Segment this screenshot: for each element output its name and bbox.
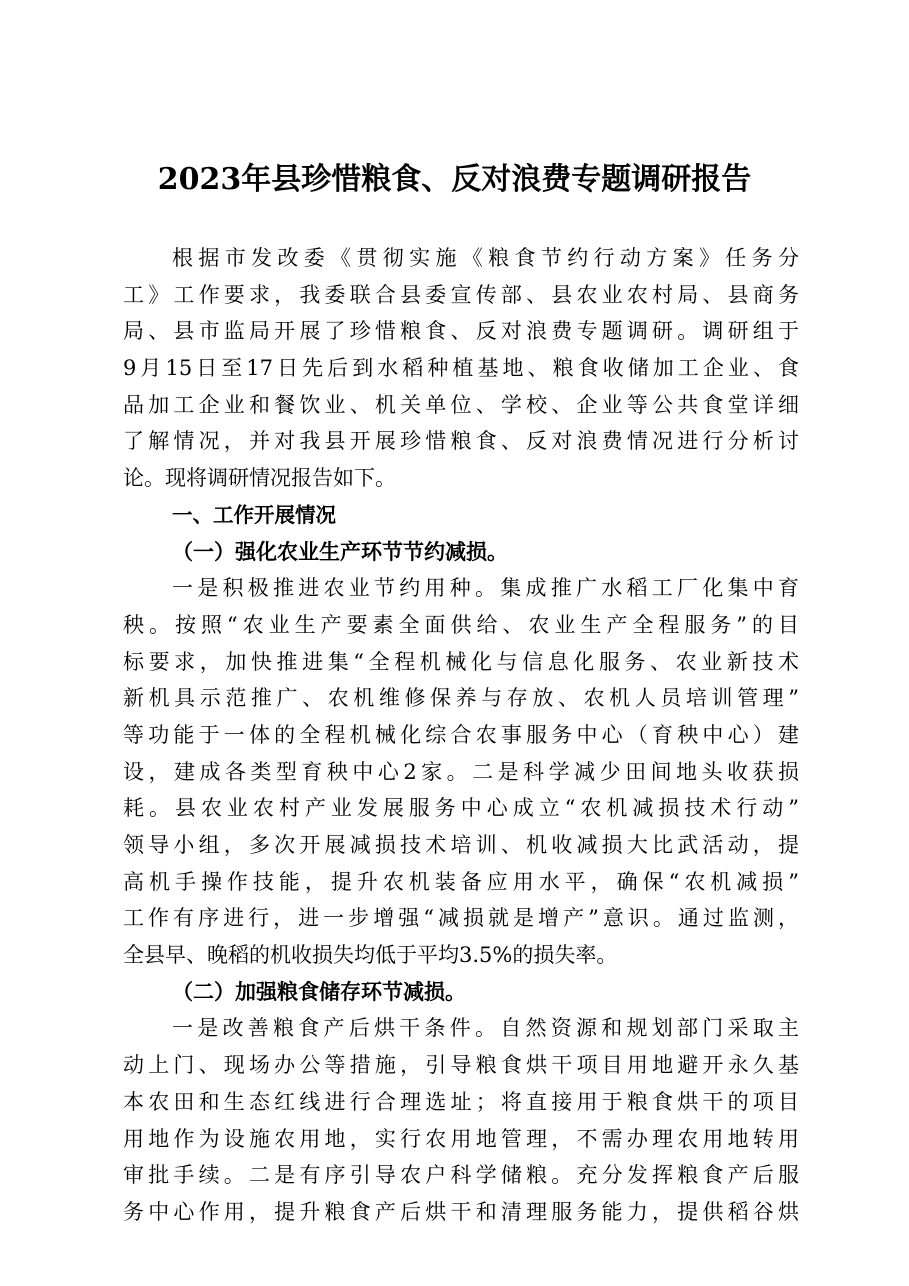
paragraph-line: 根据市发改委《贯彻实施《粮食节约行动方案》任务分: [172, 246, 799, 270]
paragraph-line: 论。现将调研情况报告如下。: [123, 466, 396, 491]
document-title: 2023年县珍惜粮食、反对浪费专题调研报告: [157, 162, 752, 197]
paragraph-line: 工》工作要求，我委联合县委宣传部、县农业农村局、县商务: [123, 282, 799, 307]
paragraph-line: 品加工企业和餐饮业、机关单位、学校、企业等公共食堂详细: [123, 392, 799, 417]
subsection-heading: （二）加强粮食储存环节减损。: [172, 978, 466, 1004]
paragraph-line: 了解情况，并对我县开展珍惜粮食、反对浪费情况进行分析讨: [123, 429, 799, 454]
paragraph-line: 审批手续。二是有序引导农户科学储粮。充分发挥粮食产后服: [123, 1163, 799, 1188]
paragraph-line: 设，建成各类型育秧中心2家。二是科学减少田间地头收获损: [123, 759, 799, 784]
paragraph-line: 动上门、现场办公等措施，引导粮食烘干项目用地避开永久基: [123, 1053, 799, 1078]
paragraph-line: 一是积极推进农业节约用种。集成推广水稻工厂化集中育: [172, 576, 799, 601]
paragraph-line: 新机具示范推广、农机维修保养与存放、农机人员培训管理”: [123, 686, 799, 711]
paragraph-line: 工作有序进行，进一步增强“减损就是增产”意识。通过监测，: [123, 906, 799, 931]
paragraph-line: 全县早、晚稻的机收损失均低于平均3.5%的损失率。: [123, 943, 618, 968]
paragraph-line: 高机手操作技能，提升农机装备应用水平，确保“农机减损”: [123, 869, 799, 894]
paragraph-line: 一是改善粮食产后烘干条件。自然资源和规划部门采取主: [172, 1016, 799, 1041]
paragraph-line: 9月15日至17日先后到水稻种植基地、粮食收储加工企业、食: [123, 356, 799, 381]
paragraph-line: 耗。县农业农村产业发展服务中心成立“农机减损技术行动”: [123, 796, 799, 821]
paragraph-line: 本农田和生态红线进行合理选址；将直接用于粮食烘干的项目: [123, 1089, 799, 1114]
paragraph-line: 等功能于一体的全程机械化综合农事服务中心（育秧中心）建: [123, 722, 799, 747]
paragraph-line: 用地作为设施农用地，实行农用地管理，不需办理农用地转用: [123, 1126, 799, 1151]
paragraph-line: 秧。按照“农业生产要素全面供给、农业生产全程服务”的目: [123, 612, 799, 637]
section-heading: 一、工作开展情况: [172, 502, 336, 527]
paragraph-line: 局、县市监局开展了珍惜粮食、反对浪费专题调研。调研组于: [123, 319, 799, 344]
paragraph-line: 标要求，加快推进集“全程机械化与信息化服务、农业新技术: [123, 649, 799, 674]
document-body: [123, 240, 799, 1231]
paragraph-line: 务中心作用，提升粮食产后烘干和清理服务能力，提供稻谷烘: [123, 1199, 799, 1224]
subsection-heading: （一）强化农业生产环节节约减损。: [172, 538, 508, 564]
paragraph-line: 领导小组，多次开展减损技术培训、机收减损大比武活动，提: [123, 833, 799, 857]
